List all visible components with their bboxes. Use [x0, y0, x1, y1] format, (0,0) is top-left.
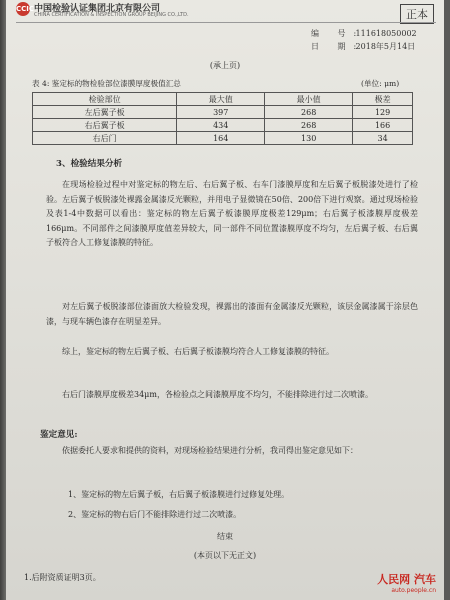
table-cell: 右后门 [33, 132, 177, 145]
report-date: 日 期: 2018年5月14日 [311, 42, 416, 51]
table-cell: 434 [177, 119, 265, 132]
table-header-cell: 极差 [353, 93, 413, 106]
report-number: 编 号: 111618050002 [311, 29, 417, 38]
org-name-en: CHINA CERTIFICATION & INSPECTION GROUP BEIJING CO.,LTD. [34, 12, 189, 18]
header-divider [16, 22, 436, 23]
analysis-paragraph-1: 在现场检验过程中对鉴定标的物左后、右后翼子板、右车门漆膜厚度和左后翼子板脱漆处进行了检验。左后翼子板脱漆处裸露金属漆反光颗粒，并用电子显微镜在50倍、200倍下进行观察。通过现场检验及表1-4中数据可以看出：鉴定标的物左后翼子板漆膜厚度极差129μm；右后翼子板漆膜厚度极差166μm。不同部件之间漆膜厚度值差异较大，同一部件不同位置漆膜厚度不均匀，左后翼子板、右后翼子板符合人工修复漆膜的特征。 [46, 180, 418, 247]
section-title-analysis: 3、检验结果分析 [56, 159, 123, 169]
table-cell: 268 [265, 119, 353, 132]
table-header-cell: 最小值 [265, 93, 353, 106]
table-cell: 130 [265, 132, 353, 145]
table-cell: 右后翼子板 [33, 119, 177, 132]
analysis-paragraph-2: 对左后翼子板脱漆部位漆面放大检验发现，裸露出的漆面有金属漆反光颗粒，该层金属漆属于涂层色漆，与现车辆色漆存在明显差异。 [46, 302, 418, 326]
continued-note: (承上页) [209, 61, 241, 70]
company-logo-icon: CCIC [16, 2, 30, 16]
table-header-cell: 最大值 [177, 93, 265, 106]
table-header-row [33, 93, 413, 106]
original-stamp: 正本 [400, 4, 434, 24]
table-row [33, 119, 413, 132]
table-cell: 左后翼子板 [33, 106, 177, 119]
table-row [33, 132, 413, 145]
table-cell: 268 [265, 106, 353, 119]
table-unit: (单位: μm) [361, 79, 400, 88]
analysis-paragraph-3: 综上，鉴定标的物左后翼子板、右后翼子板漆膜均符合人工修复漆膜的特征。 [62, 347, 334, 356]
analysis-paragraph-4: 右后门漆膜厚度极差34μm，各检验点之间漆膜厚度不均匀，不能排除进行过二次喷漆。 [62, 390, 373, 399]
table-cell: 166 [353, 119, 413, 132]
report-meta [311, 28, 417, 54]
table-cell: 129 [353, 106, 413, 119]
opinion-item-1: 1、鉴定标的物左后翼子板，右后翼子板漆膜进行过修复处理。 [68, 490, 290, 499]
table-caption: 表 4: 鉴定标的物检验部位漆膜厚度极值汇总 [32, 79, 181, 88]
org-name-cn: 中国检验认证集团北京有限公司 [34, 4, 161, 14]
opinion-title: 鉴定意见: [40, 430, 78, 440]
document-page [6, 0, 444, 600]
end-mark: 结束 [217, 532, 233, 541]
letterhead [16, 0, 316, 22]
thickness-table [32, 92, 413, 145]
opinion-item-2: 2、鉴定标的物右后门不能排除进行过二次喷漆。 [68, 510, 242, 519]
opinion-intro: 依据委托人要求和提供的资料，对现场检验结果进行分析，我司得出鉴定意见如下： [62, 446, 358, 455]
table-cell: 397 [177, 106, 265, 119]
no-text-note: (本页以下无正文) [193, 551, 257, 560]
attachment-note: 1.后附资质证明3页。 [24, 573, 101, 582]
table-cell: 164 [177, 132, 265, 145]
people-auto-watermark: 人民网 汽车 auto.people.cn [377, 573, 436, 594]
table-row [33, 106, 413, 119]
table-cell: 34 [353, 132, 413, 145]
table-header-cell: 检验部位 [33, 93, 177, 106]
